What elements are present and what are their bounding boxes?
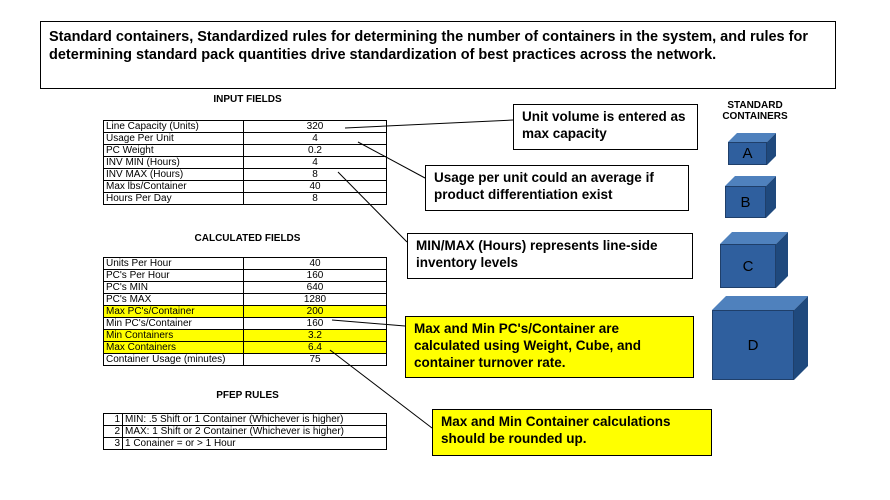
container-d-top — [712, 296, 808, 310]
standard-containers-title-line2: CONTAINERS — [722, 111, 788, 122]
rule-number: 3 — [104, 438, 123, 450]
field-value: 1280 — [244, 294, 387, 306]
field-label: INV MAX (Hours) — [104, 169, 244, 181]
field-label: Container Usage (minutes) — [104, 354, 244, 366]
field-label: Max Containers — [104, 342, 244, 354]
callout-rounding: Max and Min Container calculations should be rounded up. — [432, 409, 712, 456]
field-value: 4 — [244, 133, 387, 145]
connector-line-pcs-container — [332, 320, 405, 326]
field-value: 75 — [244, 354, 387, 366]
field-label: Hours Per Day — [104, 193, 244, 205]
standard-containers-title-line1: STANDARD — [727, 100, 783, 111]
connector-line-capacity — [345, 120, 513, 128]
container-c-front: C — [720, 244, 776, 288]
field-value: 160 — [244, 318, 387, 330]
field-value: 0.2 — [244, 145, 387, 157]
container-d-front: D — [712, 310, 794, 380]
field-label: Max PC's/Container — [104, 306, 244, 318]
callout-unit-volume: Unit volume is entered as max capacity — [513, 104, 698, 150]
field-label: Max lbs/Container — [104, 181, 244, 193]
field-label: Line Capacity (Units) — [104, 121, 244, 133]
field-label: Usage Per Unit — [104, 133, 244, 145]
field-label: INV MIN (Hours) — [104, 157, 244, 169]
pfep-rules-title: PFEP RULES — [216, 390, 279, 401]
container-b-front: B — [725, 186, 766, 218]
field-value: 640 — [244, 282, 387, 294]
container-a-front: A — [728, 142, 767, 165]
calculated-fields-title: CALCULATED FIELDS — [194, 233, 301, 244]
field-label: Units Per Hour — [104, 258, 244, 270]
rule-text: MAX: 1 Shift or 2 Container (Whichever is higher) — [123, 426, 387, 438]
container-c — [720, 232, 788, 288]
container-d-side — [794, 296, 808, 380]
container-c-top — [720, 232, 788, 244]
field-value: 3.2 — [244, 330, 387, 342]
field-value: 40 — [244, 181, 387, 193]
input-fields-title: INPUT FIELDS — [213, 94, 282, 105]
field-label: PC's MIN — [104, 282, 244, 294]
connector-line-usage — [358, 142, 425, 178]
field-value: 8 — [244, 193, 387, 205]
callout-minmax-hours: MIN/MAX (Hours) represents line-side inventory levels — [407, 233, 693, 279]
field-label: Min PC's/Container — [104, 318, 244, 330]
field-value: 200 — [244, 306, 387, 318]
callout-usage-per-unit: Usage per unit could an average if product differentiation exist — [425, 165, 689, 211]
rule-number: 1 — [104, 414, 123, 426]
field-value: 40 — [244, 258, 387, 270]
header-statement: Standard containers, Standardized rules for determining the number of containers in the system, and rules for determining standard pack quantities drive standardization of best practices across the network. — [40, 21, 836, 89]
field-label: PC's Per Hour — [104, 270, 244, 282]
container-a — [728, 133, 776, 165]
container-d — [712, 296, 808, 380]
connector-line-minmax — [338, 172, 407, 242]
field-value: 320 — [244, 121, 387, 133]
container-b — [725, 176, 776, 218]
rule-text: MIN: .5 Shift or 1 Container (Whichever is higher) — [123, 414, 387, 426]
field-label: PC's MAX — [104, 294, 244, 306]
field-value: 6.4 — [244, 342, 387, 354]
field-value: 4 — [244, 157, 387, 169]
field-label: Min Containers — [104, 330, 244, 342]
field-label: PC Weight — [104, 145, 244, 157]
field-value: 8 — [244, 169, 387, 181]
rule-number: 2 — [104, 426, 123, 438]
rule-text: 1 Conainer = or > 1 Hour — [123, 438, 387, 450]
field-value: 160 — [244, 270, 387, 282]
callout-pcs-per-container: Max and Min PC's/Container are calculated using Weight, Cube, and container turnover rate. — [405, 316, 694, 378]
standard-containers-title — [715, 100, 795, 122]
